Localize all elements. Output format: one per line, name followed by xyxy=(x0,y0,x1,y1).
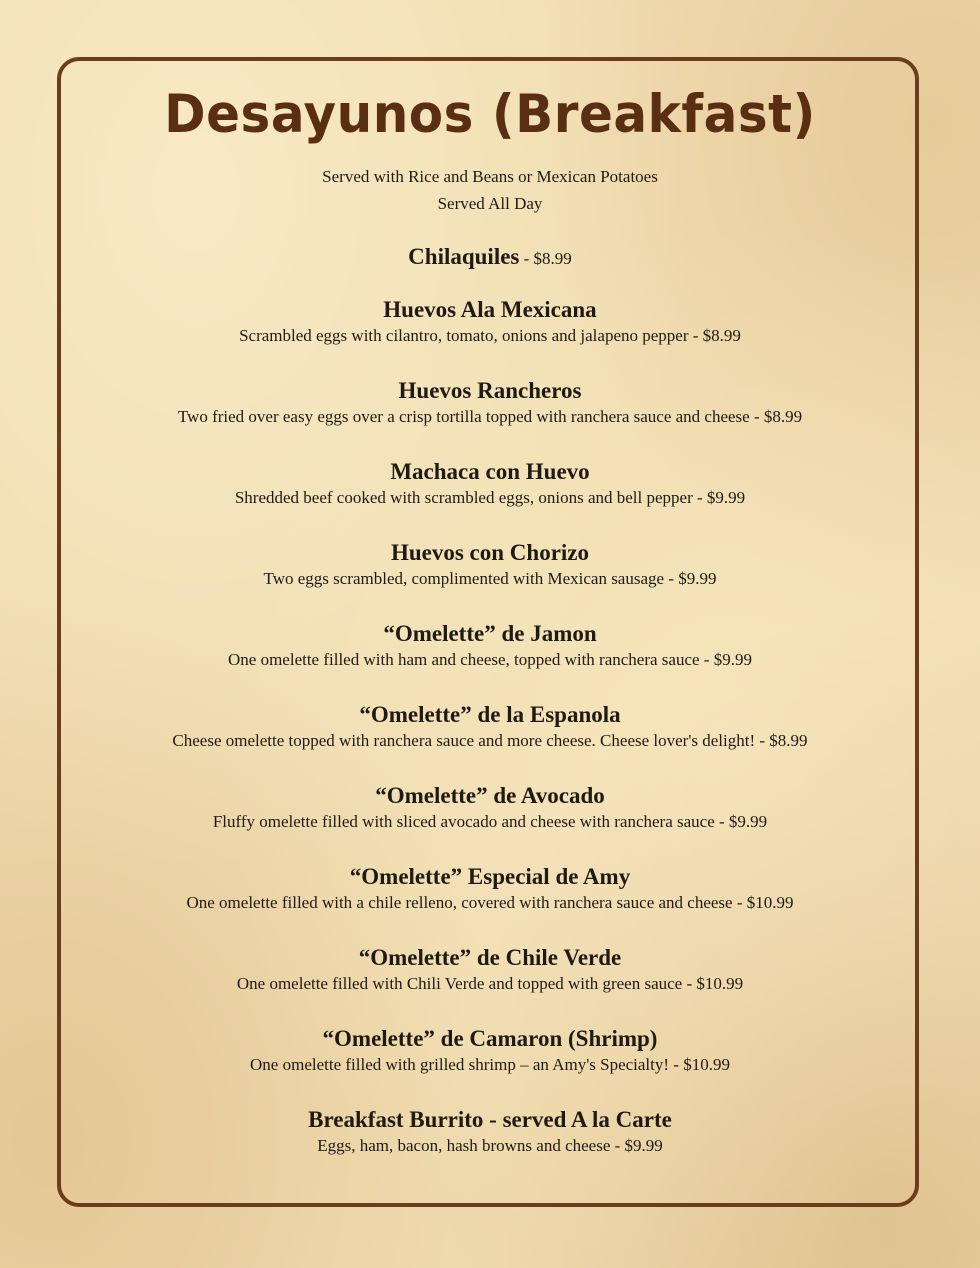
menu-item-price: - $8.99 xyxy=(519,249,572,268)
menu-item xyxy=(0,701,980,752)
menu-item-name: Breakfast Burrito - served A la Carte xyxy=(308,1107,672,1132)
menu-title: Desayunos (Breakfast) xyxy=(164,83,816,145)
menu-item-description: Two eggs scrambled, complimented with Mexican sausage - $9.99 xyxy=(263,569,717,588)
menu-item-name xyxy=(0,243,980,273)
menu-item-name: Machaca con Huevo xyxy=(390,459,590,484)
menu-item-description: Scrambled eggs with cilantro, tomato, onions and jalapeno pepper - $8.99 xyxy=(239,326,741,345)
menu-item-name: “Omelette” de Avocado xyxy=(375,783,605,808)
menu-item xyxy=(0,1106,980,1157)
menu-item-name: “Omelette” de Chile Verde xyxy=(358,945,622,970)
menu-item-chilaquiles xyxy=(0,243,980,273)
menu-item-description: Cheese omelette topped with ranchera sauce and more cheese. Cheese lover's delight! - $8.99 xyxy=(172,731,808,750)
menu-item-name: “Omelette” de Camaron (Shrimp) xyxy=(322,1026,658,1051)
menu-item xyxy=(0,863,980,914)
menu-item xyxy=(0,782,980,833)
menu-item xyxy=(0,539,980,590)
menu-item-description: Two fried over easy eggs over a crisp tortilla topped with ranchera sauce and cheese - $8.99 xyxy=(177,407,803,426)
menu-item xyxy=(0,296,980,347)
subtitle-sides: Served with Rice and Beans or Mexican Potatoes xyxy=(322,167,658,186)
menu-item-name: “Omelette” Especial de Amy xyxy=(349,864,631,889)
subtitle-served-all-day: Served All Day xyxy=(437,194,543,213)
menu-item xyxy=(0,458,980,509)
menu-item xyxy=(0,620,980,671)
menu-item-name: “Omelette” de Jamon xyxy=(383,621,597,646)
menu-item-name: “Omelette” de la Espanola xyxy=(359,702,621,727)
menu-item-description: One omelette filled with ham and cheese, topped with ranchera sauce - $9.99 xyxy=(228,650,752,669)
menu-item-name-text: Chilaquiles xyxy=(408,244,520,269)
menu-item-description: One omelette filled with Chili Verde and topped with green sauce - $10.99 xyxy=(236,974,744,993)
menu-item-description: One omelette filled with a chile relleno, covered with ranchera sauce and cheese - $10.99 xyxy=(186,893,794,912)
menu-item xyxy=(0,377,980,428)
menu-item-name: Huevos con Chorizo xyxy=(390,540,590,565)
menu-item-description: Fluffy omelette filled with sliced avocado and cheese with ranchera sauce - $9.99 xyxy=(212,812,768,831)
menu-item-description: One omelette filled with grilled shrimp – an Amy's Specialty! - $10.99 xyxy=(250,1055,730,1074)
menu-item-description: Eggs, ham, bacon, hash browns and cheese - $9.99 xyxy=(317,1136,663,1155)
menu-item xyxy=(0,1025,980,1076)
menu-item-name: Huevos Ala Mexicana xyxy=(383,297,597,322)
menu-item-name: Huevos Rancheros xyxy=(398,378,582,403)
menu-item-description: Shredded beef cooked with scrambled eggs, onions and bell pepper - $9.99 xyxy=(234,488,746,507)
menu-item xyxy=(0,944,980,995)
